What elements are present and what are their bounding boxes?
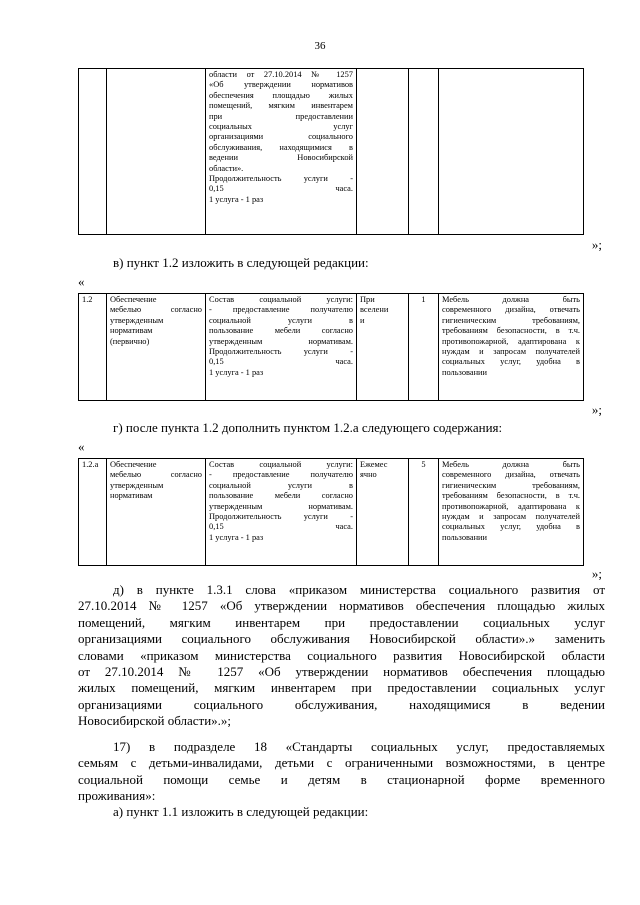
cell-period (357, 69, 409, 235)
text-line: вселени (360, 305, 389, 315)
cell-requirements (439, 294, 584, 401)
text-line: требованиям безопасности, в т.ч. (442, 326, 580, 336)
opening-quote-1: « (78, 274, 85, 289)
text-line: Состав социальной услуги: (209, 460, 353, 469)
text-line: социальной помощи семье и детям в стационарной форме временного (78, 771, 605, 787)
text-line: 1 услуга - 1 раз (209, 532, 264, 542)
cell-requirements (439, 69, 584, 235)
cell-requirements (439, 459, 584, 566)
cell-content (206, 69, 357, 235)
text-line: организациями социального обслуживания Новосибирской области».» заменить (78, 631, 605, 647)
text-line: пользовании (442, 367, 488, 377)
text-line: противопожарной, адаптирована к (442, 336, 580, 346)
text-line: проживания»: (78, 788, 156, 804)
text-line: - предоставление получателю (209, 470, 353, 480)
text-line: нормативам (110, 326, 153, 336)
text-line: утвержденным (110, 315, 164, 325)
text-line: Ежемес (360, 460, 388, 469)
text-line: Обеспечение (110, 295, 157, 304)
table-row-1-2-a (78, 458, 584, 566)
text-line: современного дизайна, отвечать (442, 305, 580, 315)
text-line: 0,15 часа. (209, 357, 353, 367)
text-line: обеспечения площадью жилых (209, 90, 353, 100)
text-line: пользование мебели согласно (209, 491, 353, 501)
text-line: современного дизайна, отвечать (442, 470, 580, 480)
text-line: утвержденным нормативам. (209, 336, 353, 346)
text-line: мебелью согласно (110, 470, 202, 480)
cell-period (357, 294, 409, 401)
text-line: социальных услуг, удобна в (442, 357, 580, 367)
text-line: противопожарной, адаптирована к (442, 501, 580, 511)
table-row-1-2 (78, 293, 584, 401)
text-line: жилых помещений, мягким инвентарем при предоставлении социальных услуг (78, 680, 605, 696)
text-line: 0,15 часа. (209, 184, 353, 194)
text-line: социальных услуг (209, 122, 353, 132)
cell-count (409, 69, 439, 235)
text-line: 17) в подразделе 18 «Стандарты социальных услуг, предоставляемых (113, 739, 605, 754)
text-line: нуждам и запросам получателей (442, 512, 580, 522)
cell-num (79, 69, 107, 235)
cell-period (357, 459, 409, 566)
text-line: области от 27.10.2014 № 1257 (209, 70, 353, 79)
text-line: Новосибирской области».»; (78, 713, 232, 729)
cell-name (107, 459, 206, 566)
text-line: пользовании (442, 532, 488, 542)
text-line: Продолжительность услуги - (209, 174, 353, 184)
text-line: - предоставление получателю (209, 305, 353, 315)
text-line: д) в пункте 1.3.1 слова «приказом министерства социального развития от (113, 582, 605, 597)
closing-quote-2: »; (591, 402, 602, 417)
paragraph-a: а) пункт 1.1 изложить в следующей редакции: (113, 804, 369, 819)
opening-quote-2: « (78, 439, 85, 454)
cell-content (206, 459, 357, 566)
cell-num: 1.2.а (79, 459, 107, 566)
cell-count: 5 (409, 459, 439, 566)
table-continuation (78, 68, 584, 235)
text-line: утвержденным нормативам. (209, 501, 353, 511)
text-line: ведении Новосибирской (209, 153, 353, 163)
text-line: социальных услуг, удобна в (442, 522, 580, 532)
text-line: 1 услуга - 1 раз (209, 367, 264, 377)
closing-quote-1: »; (591, 237, 602, 252)
text-line: семьям с детьми-инвалидами, детьми с ограниченными возможностями, в центре (78, 755, 605, 771)
text-line: Мебель должна быть (442, 460, 580, 469)
text-line: Обеспечение (110, 460, 157, 469)
text-line: области». (209, 163, 244, 173)
text-line: «Об утверждении нормативов (209, 80, 353, 90)
paragraph-g: г) после пункта 1.2 дополнить пунктом 1.2.а следующего содержания: (113, 420, 503, 435)
text-line: пользование мебели согласно (209, 326, 353, 336)
text-line: помещений, мягким инвентарем (209, 101, 353, 111)
text-line: мебелью согласно (110, 305, 202, 315)
cell-name (107, 69, 206, 235)
text-line: Продолжительность услуги - (209, 347, 353, 357)
text-line: требованиям безопасности, в т.ч. (442, 491, 580, 501)
cell-num: 1.2 (79, 294, 107, 401)
text-line: Продолжительность услуги - (209, 512, 353, 522)
text-line: и (360, 315, 365, 325)
text-line: нуждам и запросам получателей (442, 347, 580, 357)
text-line: гигиеническим требованиям, (442, 315, 580, 325)
text-line: помещений, мягким инвентарем при предоставлении социальных услуг (78, 614, 605, 630)
text-line: При (360, 295, 375, 304)
text-line: ячно (360, 470, 377, 480)
closing-quote-3: »; (591, 566, 602, 581)
cell-name (107, 294, 206, 401)
text-line: 1 услуга - 1 раз (209, 194, 264, 204)
text-line: социальной услуги в (209, 480, 353, 490)
text-line: утвержденным (110, 480, 164, 490)
text-line: от 27.10.2014 № 1257 «Об утверждении нормативов обеспечения площадью (78, 664, 605, 680)
text-line: гигиеническим требованиям, (442, 480, 580, 490)
cell-content (206, 294, 357, 401)
text-line: при предоставлении (209, 111, 353, 121)
text-line: обслуживания, находящимися в (209, 142, 353, 152)
text-line: Мебель должна быть (442, 295, 580, 304)
text-line: организациями социального (209, 132, 353, 142)
text-line: словами «приказом министерства социального развития Новосибирской области (78, 647, 605, 663)
text-line: социальной услуги в (209, 315, 353, 325)
text-line: организациями социального обслуживания, находящимися в ведении (78, 696, 605, 712)
text-line: нормативам (110, 491, 153, 501)
paragraph-d (78, 582, 605, 730)
text-line: (первично) (110, 336, 150, 346)
page-number: 36 (314, 40, 326, 52)
text-line: Состав социальной услуги: (209, 295, 353, 304)
text-line: 0,15 часа. (209, 522, 353, 532)
paragraph-17 (78, 739, 605, 805)
text-line: 27.10.2014 № 1257 «Об утверждении нормативов обеспечения площадью жилых (78, 598, 605, 614)
paragraph-v: в) пункт 1.2 изложить в следующей редакции: (113, 255, 369, 270)
cell-count: 1 (409, 294, 439, 401)
